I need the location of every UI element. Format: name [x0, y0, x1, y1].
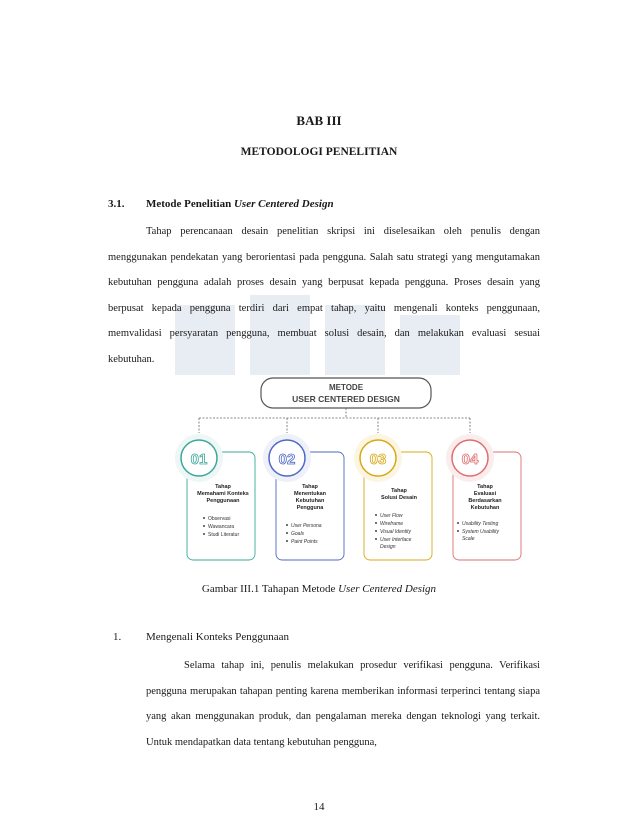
figure-header-line1: METODE [328, 383, 364, 392]
caption-italic: User Centered Design [338, 583, 437, 595]
ucd-figure [165, 375, 527, 575]
step-item-2-3: Paint Points [291, 539, 318, 545]
paragraph-text: Tahap perencanaan desain penelitian skripsi ini diselesaikan oleh penulis dengan menggunakan pendekatan yang berorientasi pada pengguna. Salah satu strategi yang mengutamakan kebutuhan pengguna adalah proses desain yang berpusat kepada pengguna. Proses desain yang berpusat kepada pengguna terdiri dari empat tahap, yaitu mengenali konteks penggunaan, memvalidasi persyaratan pengguna, membuat solusi desain, dan melakukan evaluasi sesuai kebutuhan. [108, 226, 540, 365]
step-item-1-1: Observasi [208, 516, 231, 522]
section-number: 3.1. [108, 198, 125, 210]
caption-text: Gambar III.1 Tahapan Metode [201, 583, 339, 595]
section-title-italic: User Centered Design [233, 198, 334, 210]
figure-header-line2: USER CENTERED DESIGN [292, 394, 400, 404]
step-item-1-3: Studi Literatur [208, 532, 240, 538]
step-title-2b: Menentukan [293, 491, 327, 497]
section-heading [108, 198, 334, 210]
step-title-3a: Tahap [391, 488, 407, 494]
step-number-3: 03 [369, 451, 387, 468]
step-item-1-2: Wawancara [208, 524, 235, 530]
step-card-4 [446, 434, 521, 560]
step-title-4a: Tahap [477, 484, 493, 490]
step-card-1 [175, 434, 255, 560]
item-title: Mengenali Konteks Penggunaan [146, 631, 289, 643]
step-item-3-5: Design [380, 544, 396, 550]
page-number: 14 [313, 801, 325, 813]
step-title-2c: Kebutuhan [295, 498, 325, 504]
figure-caption [0, 583, 638, 595]
step-title-1c: Penggunaan [206, 498, 240, 504]
step-title-2d: Pengguna [296, 505, 324, 511]
step-number-4: 04 [461, 451, 479, 468]
item-paragraph [146, 653, 540, 755]
step-item-3-2: Wireframe [380, 521, 404, 527]
chapter-title: METODOLOGI PENELITIAN [240, 146, 398, 158]
paragraph-intro [108, 219, 540, 372]
step-item-3-3: Visual Identity [380, 529, 412, 535]
item-text: Selama tahap ini, penulis melakukan prosedur verifikasi pengguna. Verifikasi pengguna merupakan tahapan penting karena memberikan informasi terperinci tentang siapa yang akan menggunakan produk, dan pengalaman mereka dengan teknologi yang terkait. Untuk mendapatkan data tentang kebutuhan pengguna, [146, 660, 540, 748]
step-title-3b: Solusi Desain [380, 495, 418, 501]
step-item-3-4: User Interface [380, 537, 412, 543]
step-number-1: 01 [190, 451, 208, 468]
step-card-3 [354, 434, 432, 560]
item-number: 1. [113, 631, 122, 643]
step-item-4-2: System Usability [462, 529, 499, 535]
step-title-4d: Kebutuhan [470, 505, 500, 511]
section-title: Metode Penelitian [146, 198, 234, 210]
step-item-2-2: Goals [291, 531, 305, 537]
step-item-4-3: Scale [462, 536, 475, 542]
step-item-3-1: User Flow [380, 513, 403, 519]
chapter-label: BAB III [296, 113, 342, 128]
step-title-2a: Tahap [302, 484, 318, 490]
step-title-1a: Tahap [215, 484, 231, 490]
step-number-2: 02 [278, 451, 296, 468]
step-item-4-1: Usability Testing [462, 521, 499, 527]
step-item-2-1: User Persona [291, 523, 322, 529]
step-title-4c: Berdasarkan [468, 498, 502, 504]
step-title-1b: Memahami Konteks [197, 491, 249, 497]
step-title-4b: Evaluasi [473, 491, 497, 497]
